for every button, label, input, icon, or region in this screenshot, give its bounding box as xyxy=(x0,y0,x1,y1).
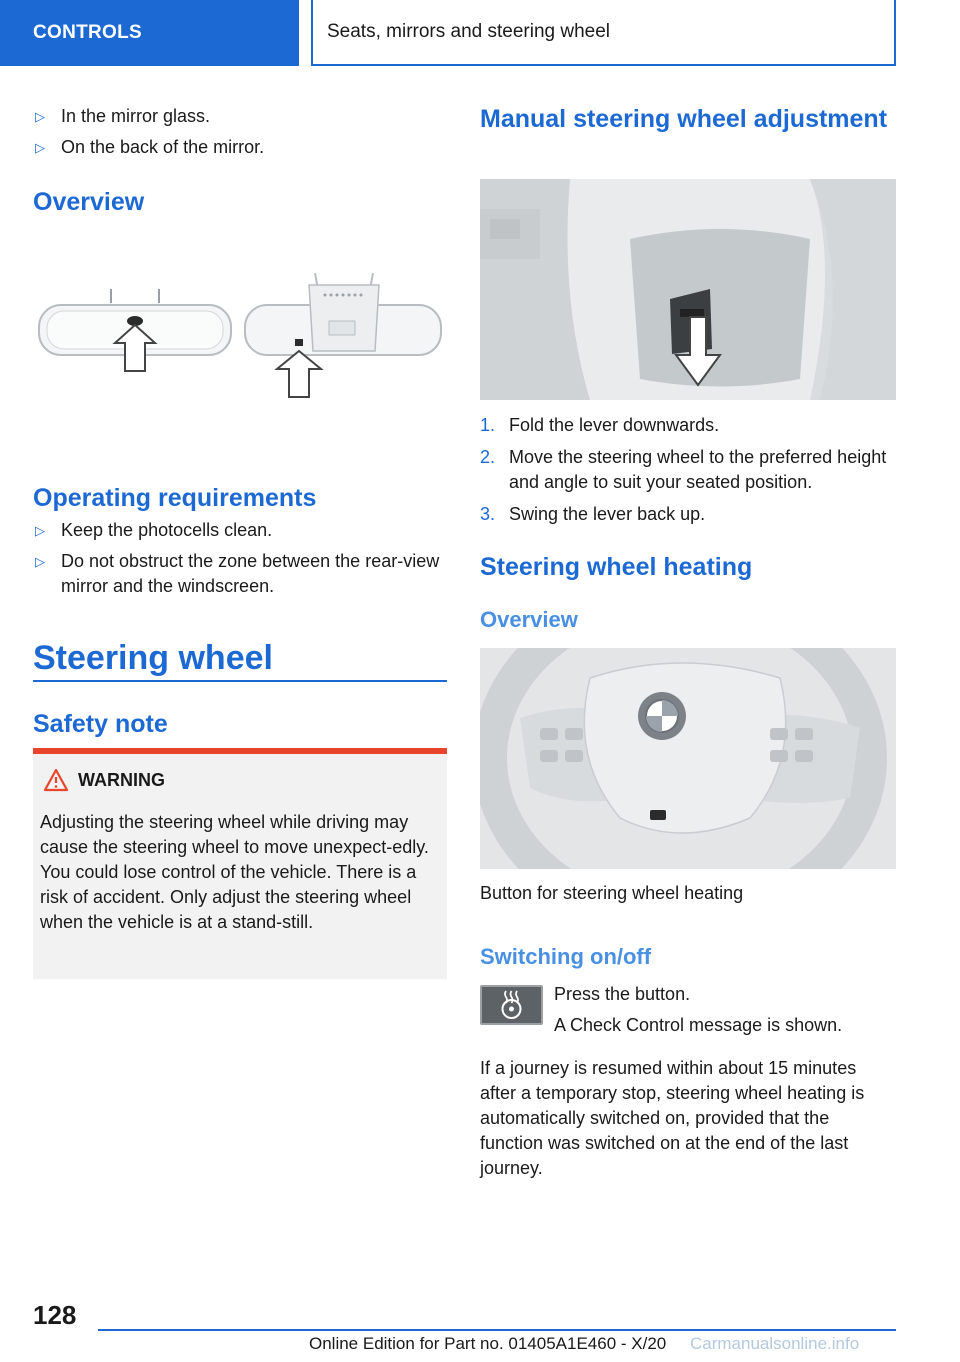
page-number: 128 xyxy=(33,1300,77,1330)
list-item: 1. Fold the lever downwards. xyxy=(480,415,720,435)
steering-heat-button[interactable] xyxy=(480,985,543,1025)
mirror-illustration xyxy=(33,265,447,405)
section-title: CONTROLS xyxy=(33,22,143,43)
footer-divider xyxy=(98,1329,896,1331)
steering-heat-icon xyxy=(482,987,541,1023)
steering-wheel-image xyxy=(480,648,896,869)
bullet-triangle-icon: ▷ xyxy=(35,109,45,124)
steering-lever-illustration xyxy=(480,179,896,400)
operating-requirements-heading: Operating requirements xyxy=(33,484,317,512)
list-item: ▷ Do not obstruct the zone between the rear‐view mirror and the windscreen. xyxy=(35,551,440,596)
journey-paragraph: If a journey is resumed within about 15 minutes after a temporary stop, steering wheel heating is automatically switched on, provided that the function was switched on at the end of the last journey. xyxy=(480,1058,865,1178)
list-item: ▷ On the back of the mirror. xyxy=(33,135,447,160)
warning-box xyxy=(33,754,447,979)
steering-heating-heading: Steering wheel heating xyxy=(480,553,753,581)
edition-text: Online Edition for Part no. 01405A1E460 - X/20 xyxy=(309,1334,667,1353)
bullet-triangle-icon: ▷ xyxy=(35,523,45,538)
rearview-mirror-image xyxy=(33,265,447,405)
chapter-title: Seats, mirrors and steering wheel xyxy=(327,21,611,42)
chapter-header xyxy=(311,0,896,66)
safety-note-heading: Safety note xyxy=(33,710,168,738)
steering-wheel-heading: Steering wheel xyxy=(33,639,273,677)
warning-text: Adjusting the steering wheel while driving may cause the steering wheel to move unexpect‐edly. You could lose control of the vehicle. There is a risk of accident. Only adjust the steering wheel when the vehicle is at a stand‐still. xyxy=(40,812,429,932)
switch-result: A Check Control message is shown. xyxy=(554,1015,843,1035)
overview-heading: Overview xyxy=(33,188,145,216)
list-item: ▷ In the mirror glass. xyxy=(33,104,447,129)
section-divider xyxy=(33,680,447,682)
switching-heading: Switching on/off xyxy=(480,944,652,969)
list-item: 3. Swing the lever back up. xyxy=(480,504,706,524)
warning-title: WARNING xyxy=(78,770,165,790)
heating-caption: Button for steering wheel heating xyxy=(480,883,744,903)
adjustment-steps xyxy=(480,413,896,534)
heating-overview-heading: Overview xyxy=(480,607,578,632)
watermark: Carmanualsonline.info xyxy=(690,1334,860,1353)
bullet-triangle-icon: ▷ xyxy=(35,554,45,569)
list-item: ▷ Keep the photocells clean. xyxy=(33,518,447,543)
operating-requirements-list xyxy=(33,518,447,605)
section-tab xyxy=(0,0,299,66)
steering-wheel-illustration xyxy=(480,648,896,869)
bullet-triangle-icon: ▷ xyxy=(35,140,45,155)
manual-adjustment-heading: Manual steering wheel adjustment xyxy=(480,105,888,133)
list-item: 2. Move the steering wheel to the preferred height and angle to suit your seated position. xyxy=(480,447,887,492)
switch-instruction: Press the button. xyxy=(554,984,691,1004)
warning-triangle-icon xyxy=(43,768,69,792)
steering-column-image xyxy=(480,179,896,400)
mirror-location-list xyxy=(33,104,447,166)
